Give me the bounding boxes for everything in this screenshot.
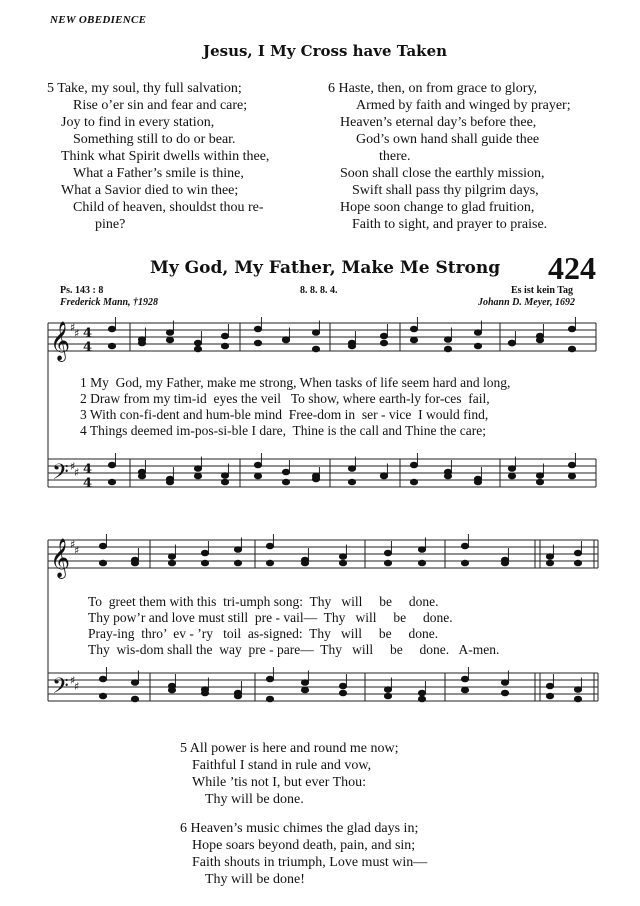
sys1-treble-notehead [282,337,289,343]
sys2-bass-notehead [301,680,308,686]
sys1-treble-notehead [221,343,228,349]
stanza6-line-2: Hope soars beyond death, pain, and sin; [192,838,416,853]
sys2-treble-notehead [201,560,208,566]
stanza6-line-3: Faith shouts in triumph, Love must win— [192,855,428,870]
sys2-treble-notehead [461,560,468,566]
sys2-treble-notehead [131,560,138,566]
sys1-bass-notehead [221,479,228,485]
hymn-author: Frederick Mann, †1928 [60,297,159,308]
sys1-bass-notehead [568,462,575,468]
sys1-treble-notehead [254,326,261,332]
bass-clef-icon: 𝄢 [52,460,69,490]
treble-clef-icon: 𝄞 [50,538,71,578]
stanza6-line-1: 6 Heaven’s music chimes the glad days in; [180,821,419,836]
sys2-lyric-4: Thy wis-dom shall the way pre - pare— Thy will be done. A-men. [88,642,500,657]
sharp-icon: ♯ [70,538,76,551]
sys2-bass-notehead [339,683,346,689]
sys2-bass-notehead [301,687,308,693]
sys1-bass-notehead [508,473,515,479]
sys1-lyric-1: 1 My God, my Father, make me strong, When tasks of life seem hard and long, [80,375,511,390]
sharp-icon: ♯ [74,680,80,693]
prev-right-line-3: Heaven’s eternal day’s before thee, [340,115,537,130]
sys1-lyric-2: 2 Draw from my tim-id eyes the veil To show, where earth-ly for-ces fail, [80,391,490,406]
prev-right-line-6: Soon shall close the earthly mission, [340,166,545,181]
sys1-lyric-3: 3 With con-fi-dent and hum-ble mind Free-dom in ser - vice I would find, [80,407,489,422]
sys2-bass-notehead [501,680,508,686]
sys2-treble-notehead [201,550,208,556]
sys1-treble-notehead [138,340,145,346]
sys2-treble-notehead [168,560,175,566]
stanza5-line-2: Faithful I stand in rule and vow, [192,758,372,773]
tune-name: Es ist kein Tag [511,285,573,296]
prev-left-line-5: Think what Spirit dwells within thee, [61,149,270,164]
sys2-bass-notehead [418,696,425,702]
sys1-bass-notehead [282,469,289,475]
sharp-icon: ♯ [74,466,80,479]
prev-left-line-3: Joy to find in every station, [61,115,215,130]
prev-left-line-8: Child of heaven, shouldst thou re- [73,200,264,215]
sys1-treble-notehead [166,337,173,343]
sys1-treble-notehead [312,330,319,336]
sys2-treble-notehead [266,560,273,566]
sys1-bass-notehead [444,473,451,479]
prev-left-line-2: Rise o’er sin and fear and care; [73,98,248,113]
sys2-treble-notehead [339,560,346,566]
sys1-treble-notehead [194,346,201,352]
sys1-treble-notehead [254,340,261,346]
prev-right-line-4: God’s own hand shall guide thee [356,132,540,147]
sys2-treble-notehead [234,560,241,566]
sys1-treble-notehead [380,333,387,339]
sharp-icon: ♯ [70,460,76,473]
prev-right-line-8: Hope soon change to glad fruition, [340,200,535,215]
scripture-ref: Ps. 143 : 8 [60,285,104,296]
sys1-lyric-4: 4 Things deemed im-pos-si-ble I dare, Thine is the call and Thine the care; [80,423,487,438]
sys1-bass-notehead [348,479,355,485]
sys1-bass-notehead [254,473,261,479]
sys2-bass-notehead [546,683,553,689]
sys1-treble-notehead [380,340,387,346]
sys2-bass-notehead [131,680,138,686]
sys2-bass-notehead [384,693,391,699]
sys2-treble-notehead [501,560,508,566]
time-signature-bottom: 4 [83,340,93,355]
page-header: NEW OBEDIENCE [50,14,147,26]
sys1-treble-notehead [221,333,228,339]
prev-right-line-1: 6 Haste, then, on from grace to glory, [328,81,538,96]
sys1-bass-notehead [108,479,115,485]
hymn-title: My God, My Father, Make Me Strong [150,258,501,278]
hymn-meter: 8. 8. 8. 4. [300,285,338,296]
prev-left-line-1: 5 Take, my soul, thy full salvation; [47,81,242,96]
prev-right-line-9: Faith to sight, and prayer to praise. [352,217,548,232]
sys2-bass-notehead [266,696,273,702]
sys1-bass-notehead [108,462,115,468]
sys2-bass-notehead [418,690,425,696]
sys1-bass-notehead [536,479,543,485]
sys2-treble-notehead [266,543,273,549]
sys1-bass-notehead [508,466,515,472]
sys1-bass-notehead [312,473,319,479]
bass-time-signature-bottom: 4 [83,476,93,491]
prev-right-line-7: Swift shall pass thy pilgrim days, [352,183,539,198]
sys2-treble-notehead [574,550,581,556]
sys1-bass-notehead [348,466,355,472]
sys1-treble-notehead [444,346,451,352]
sys2-lyric-2: Thy pow’r and love must still pre - vail— Thy will be done. [88,610,453,625]
sys1-treble-notehead [348,343,355,349]
stanza5-line-3: While ’tis not I, but ever Thou: [192,775,367,790]
sys2-treble-notehead [574,560,581,566]
sys1-treble-notehead [474,343,481,349]
sys2-bass-notehead [461,676,468,682]
sys2-treble-notehead [418,547,425,553]
sharp-icon: ♯ [70,674,76,687]
sys2-bass-notehead [384,687,391,693]
sys1-treble-notehead [568,326,575,332]
sys1-treble-notehead [194,340,201,346]
stanza6-line-4: Thy will be done! [205,872,305,887]
hymn-composer: Johann D. Meyer, 1692 [478,297,575,308]
prev-left-line-9: pine? [95,217,126,232]
sys2-bass-notehead [339,690,346,696]
sys1-bass-notehead [536,473,543,479]
sys2-treble-notehead [99,543,106,549]
sys1-treble-notehead [474,330,481,336]
sys2-bass-notehead [546,693,553,699]
sys1-bass-notehead [166,479,173,485]
sharp-icon: ♯ [70,321,76,334]
sys2-treble-notehead [461,543,468,549]
sys2-treble-notehead [339,554,346,560]
sys1-bass-notehead [410,462,417,468]
sys1-bass-notehead [221,473,228,479]
sys1-treble-notehead [410,326,417,332]
sys1-bass-notehead [410,479,417,485]
sys2-bass-notehead [99,676,106,682]
sys2-bass-notehead [461,687,468,693]
prev-hymn-title: Jesus, I My Cross have Taken [203,42,448,60]
sys2-bass-notehead [201,690,208,696]
sys2-treble-notehead [418,560,425,566]
bass-clef-icon: 𝄢 [52,674,69,704]
sys1-bass-notehead [568,473,575,479]
prev-right-line-2: Armed by faith and winged by prayer; [356,98,571,113]
sys2-bass-notehead [234,693,241,699]
stanza5-line-1: 5 All power is here and round me now; [180,741,399,756]
prev-left-line-4: Something still to do or bear. [73,132,236,147]
sys2-bass-notehead [168,687,175,693]
sys2-treble-notehead [234,547,241,553]
sys2-lyric-3: Pray-ing thro’ ev - ’ry toil as-signed: Thy will be done. [88,626,439,641]
sys1-bass-notehead [194,473,201,479]
sys1-treble-notehead [108,343,115,349]
sys2-lyric-1: To greet them with this tri-umph song: Thy will be done. [88,594,439,609]
sys2-treble-notehead [384,550,391,556]
sys2-bass-notehead [131,696,138,702]
sys1-treble-notehead [536,337,543,343]
sys2-bass-notehead [99,693,106,699]
sharp-icon: ♯ [74,544,80,557]
sys1-bass-notehead [282,479,289,485]
sys1-bass-notehead [474,479,481,485]
hymn-number: 424 [548,250,596,286]
sys2-treble-notehead [99,560,106,566]
sys2-bass-notehead [501,690,508,696]
sys1-treble-notehead [508,340,515,346]
sys2-bass-notehead [574,687,581,693]
time-signature-top: 4 [83,326,93,341]
sys2-treble-notehead [384,560,391,566]
bass-time-signature-top: 4 [83,462,93,477]
sys1-treble-notehead [410,337,417,343]
sys1-bass-notehead [254,462,261,468]
prev-right-line-5: there. [379,149,411,164]
sharp-icon: ♯ [74,327,80,340]
sys2-treble-notehead [168,554,175,560]
sys2-treble-notehead [546,554,553,560]
sys1-bass-notehead [194,466,201,472]
prev-left-line-7: What a Savior died to win thee; [61,183,239,198]
sys1-treble-notehead [108,326,115,332]
sys1-bass-notehead [380,473,387,479]
sys1-treble-notehead [444,337,451,343]
sys2-treble-notehead [546,560,553,566]
stanza5-line-4: Thy will be done. [205,792,304,807]
prev-left-line-6: What a Father’s smile is thine, [73,166,244,181]
sys2-bass-notehead [574,696,581,702]
sys1-bass-notehead [138,473,145,479]
sys2-bass-notehead [266,676,273,682]
treble-clef-icon: 𝄞 [50,321,71,361]
sys2-treble-notehead [301,560,308,566]
sys1-treble-notehead [568,346,575,352]
sys1-treble-notehead [312,346,319,352]
sys1-treble-notehead [166,330,173,336]
